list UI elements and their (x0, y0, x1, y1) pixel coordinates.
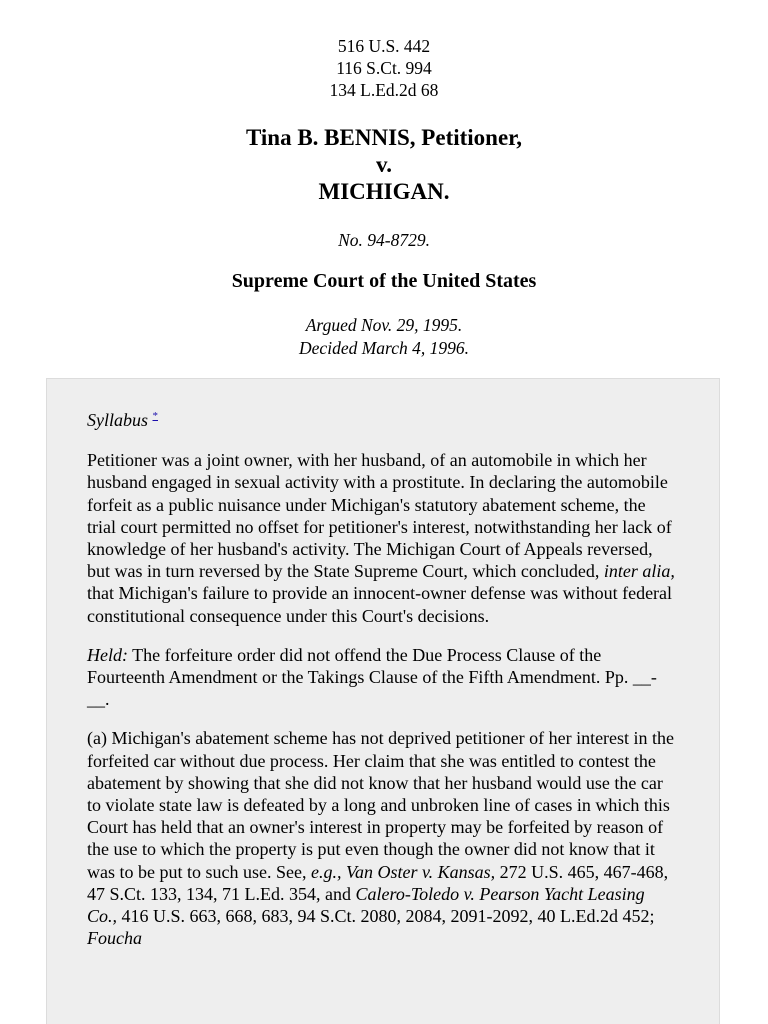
syllabus-box (46, 378, 720, 1024)
caption-petitioner: Tina B. BENNIS, Petitioner, (245, 125, 523, 150)
syllabus-label: Syllabus (87, 410, 148, 430)
citation-led: 134 L.Ed.2d 68 (329, 80, 439, 100)
citation-us: 516 U.S. 442 (337, 36, 431, 56)
case-dates (0, 314, 768, 360)
para1-text-a: Petitioner was a joint owner, with her husband, of an automobile in which her husband engaged in sexual activity with a prostitute. In declaring the automobile forfeit as a public nuisance under Michigan's statutory abatement scheme, the trial court permitted no offset for petitioner's interest, notwithstanding her lack of knowledge of her husband's activity. The Michigan Court of Appeals reversed, but was in turn reversed by the State Supreme Court, which concluded, (87, 450, 672, 582)
para3-text-f: Foucha (87, 928, 142, 949)
case-caption (0, 124, 768, 205)
syllabus-paragraph-2 (87, 644, 679, 711)
para3-text-a: (a) Michigan's abatement scheme has not deprived petitioner of her interest in the forfeited car without due process. Her claim that she was entitled to contest the abatement by showing that she did not know that her husband would use the car to violate state law is defeated by a long and unbroken line of cases in which this Court has held that an owner's interest in property may be forfeited by reason of the use to which the property is put even though the owner did not know that it was to be put to such use. See, (87, 728, 675, 882)
syllabus-paragraph-1 (87, 449, 679, 627)
decided-date: Decided March 4, 1996. (299, 338, 469, 358)
citations (0, 35, 768, 101)
court-name: Supreme Court of the United States (231, 270, 537, 292)
para3-text-e: 416 U.S. 663, 668, 683, 94 S.Ct. 2080, 2084, 2091-2092, 40 L.Ed.2d 452; (121, 906, 655, 927)
para1-text-c: that Michigan's failure to provide an innocent-owner defense was without federal constitutional consequence under this Court's decisions. (87, 583, 673, 626)
syllabus-heading (87, 405, 679, 431)
footnote-link[interactable]: * (152, 410, 158, 422)
caption-respondent: MICHIGAN. (318, 179, 450, 204)
docket-number: No. 94-8729. (338, 230, 430, 250)
held-text: The forfeiture order did not offend the Due Process Clause of the Fourteenth Amendment or the Takings Clause of the Fifth Amendment. Pp. __-__. (87, 644, 657, 710)
syllabus-paragraph-3 (87, 727, 679, 949)
para3-text-b: e.g., Van Oster v. Kansas, (310, 861, 496, 882)
para3-text-d: Calero-Toledo v. Pearson Yacht Leasing Co., (87, 883, 645, 927)
para3-text-c: 272 U.S. 465, 467-468, 47 S.Ct. 133, 134, 71 L.Ed. 354, and (87, 861, 669, 904)
para1-text-b: inter alia, (603, 561, 675, 582)
held-label: Held: (87, 644, 128, 665)
citation-sct: 116 S.Ct. 994 (336, 58, 432, 78)
argued-date: Argued Nov. 29, 1995. (305, 315, 463, 335)
caption-versus: v. (376, 152, 392, 177)
